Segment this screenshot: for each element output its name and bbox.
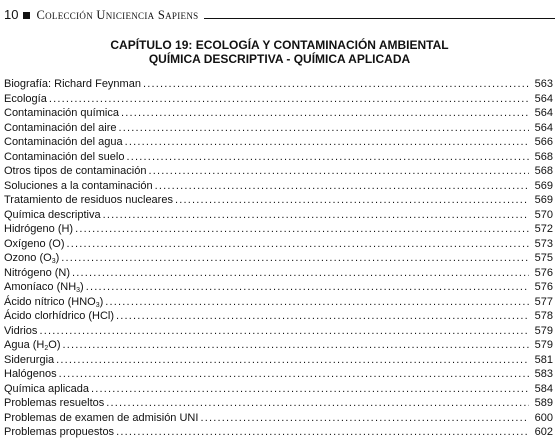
toc-entry[interactable] <box>4 150 553 165</box>
toc-entry[interactable] <box>4 193 553 208</box>
dot-leader <box>91 382 529 397</box>
toc-entry[interactable] <box>4 338 553 353</box>
toc-entry-title: Ácido clorhídrico (HCl) <box>4 310 115 322</box>
chapter-subtitle: QUÍMICA DESCRIPTIVA - QUÍMICA APLICADA <box>148 52 411 66</box>
dot-leader <box>116 309 529 324</box>
dot-leader <box>56 353 529 368</box>
toc-entry-title: Biografía: Richard Feynman <box>4 78 141 90</box>
toc-entry[interactable] <box>4 425 553 440</box>
header-rule <box>204 18 555 19</box>
toc-entry[interactable] <box>4 92 553 107</box>
toc-entry[interactable] <box>4 106 553 121</box>
toc-entry-page: 573 <box>534 237 553 250</box>
toc-entry[interactable] <box>4 382 553 397</box>
toc-entry-title: Ecología <box>4 92 47 105</box>
dot-leader <box>200 411 529 426</box>
toc-entry[interactable] <box>4 309 553 324</box>
toc-entry-page: 584 <box>534 382 553 395</box>
dot-leader <box>49 92 529 107</box>
toc-entry-page: 564 <box>534 92 553 105</box>
toc-entry-title: Contaminación del agua <box>4 136 123 148</box>
toc-entry[interactable] <box>4 295 553 310</box>
dot-leader <box>106 396 529 411</box>
dot-leader <box>39 324 529 339</box>
toc-entry-title: Soluciones a la contaminación <box>4 179 153 192</box>
toc-entry-title: Química descriptiva <box>4 208 101 221</box>
toc-entry[interactable] <box>4 135 553 150</box>
toc-entry-title: Vidrios <box>4 324 38 337</box>
dot-leader <box>105 295 529 310</box>
toc-entry[interactable] <box>4 164 553 179</box>
toc-entry-page: 589 <box>534 397 553 409</box>
toc-entry-title: Problemas resueltos <box>4 397 105 409</box>
toc-entry[interactable] <box>4 179 553 194</box>
toc-entry[interactable] <box>4 411 553 426</box>
dot-leader <box>86 280 529 295</box>
toc-entry[interactable] <box>4 280 553 295</box>
dot-leader <box>67 237 529 252</box>
toc-entry-page: 579 <box>534 324 553 337</box>
toc-entry-page: 577 <box>534 295 553 308</box>
toc-entry-page: 564 <box>534 121 553 134</box>
toc-entry[interactable] <box>4 222 553 237</box>
dot-leader <box>103 208 529 223</box>
toc-entry-title: Otros tipos de contaminación <box>4 165 147 177</box>
toc-entry-page: 568 <box>534 150 553 163</box>
dot-leader <box>116 425 529 440</box>
toc-entry[interactable] <box>4 353 553 368</box>
toc-entry-title: Amoníaco $(NH_3)$ <box>4 281 84 294</box>
toc-entry-title: Contaminación del aire <box>4 121 117 134</box>
toc-entry-page: 576 <box>534 281 553 293</box>
toc-entry-title: Química aplicada <box>4 382 89 395</box>
toc-entry-title: Agua $(H_2O)$ <box>4 339 61 352</box>
toc-entry-title: Tratamiento de residuos nucleares <box>4 194 173 206</box>
chapter-title: CAPÍTULO 19: ECOLOGÍA Y CONTAMINACIÓN AMBIENTAL <box>110 38 449 52</box>
dot-leader <box>72 266 529 281</box>
toc-entry[interactable] <box>4 121 553 136</box>
toc-entry-page: 581 <box>534 353 553 366</box>
toc-entry-page: 570 <box>534 208 553 221</box>
toc-entry-page: 576 <box>534 266 553 279</box>
toc-entry-page: 563 <box>534 78 553 90</box>
toc-entry-page: 569 <box>534 179 553 192</box>
toc-entry-title: Ozono $(O_3)$ <box>4 252 60 265</box>
toc-entry-title: Nitrógeno (N) <box>4 266 71 279</box>
toc-entry-page: 578 <box>534 310 553 322</box>
toc-entry-page: 566 <box>534 136 553 148</box>
toc-entry-title: Oxígeno (O) <box>4 237 65 250</box>
running-header <box>4 4 555 22</box>
toc-entry[interactable] <box>4 208 553 223</box>
table-of-contents <box>4 77 553 440</box>
dot-leader <box>155 179 529 194</box>
toc-entry-page: 583 <box>534 368 553 380</box>
square-bullet-icon <box>23 12 30 19</box>
toc-entry-title: Problemas propuestos <box>4 426 115 438</box>
toc-entry-page: 572 <box>534 223 553 235</box>
toc-entry-title: Problemas de examen de admisión UNI <box>4 411 199 424</box>
dot-leader <box>75 222 529 237</box>
dot-leader <box>126 150 529 165</box>
page-number: 10 <box>4 7 19 22</box>
toc-entry-page: 569 <box>534 194 553 206</box>
toc-entry[interactable] <box>4 237 553 252</box>
toc-entry-page: 600 <box>534 411 553 424</box>
dot-leader <box>119 121 529 136</box>
toc-entry-page: 568 <box>534 165 553 177</box>
toc-entry-title: Halógenos <box>4 368 57 380</box>
chapter-heading <box>0 38 559 66</box>
toc-entry-title: Hidrógeno (H) <box>4 223 74 235</box>
dot-leader <box>175 193 529 208</box>
dot-leader <box>143 77 529 92</box>
toc-entry[interactable] <box>4 367 553 382</box>
dot-leader <box>61 251 529 266</box>
dot-leader <box>59 367 529 382</box>
toc-entry-page: 575 <box>534 252 553 264</box>
dot-leader <box>63 338 530 353</box>
toc-entry[interactable] <box>4 266 553 281</box>
toc-entry[interactable] <box>4 251 553 266</box>
toc-entry[interactable] <box>4 396 553 411</box>
toc-entry-page: 602 <box>534 426 553 438</box>
toc-entry-title: Ácido nítrico $(HNO_3)$ <box>4 295 104 309</box>
dot-leader <box>148 164 529 179</box>
series-title: Colección Uniciencia Sapiens <box>36 8 199 22</box>
toc-entry-title: Contaminación química <box>4 107 119 119</box>
toc-entry-title: Siderurgia <box>4 353 55 366</box>
dot-leader <box>121 106 529 121</box>
toc-entry[interactable] <box>4 324 553 339</box>
toc-entry-page: 564 <box>534 107 553 119</box>
dot-leader <box>125 135 529 150</box>
toc-entry-page: 579 <box>534 339 553 351</box>
toc-entry-title: Contaminación del suelo <box>4 150 125 163</box>
toc-entry[interactable] <box>4 77 553 92</box>
